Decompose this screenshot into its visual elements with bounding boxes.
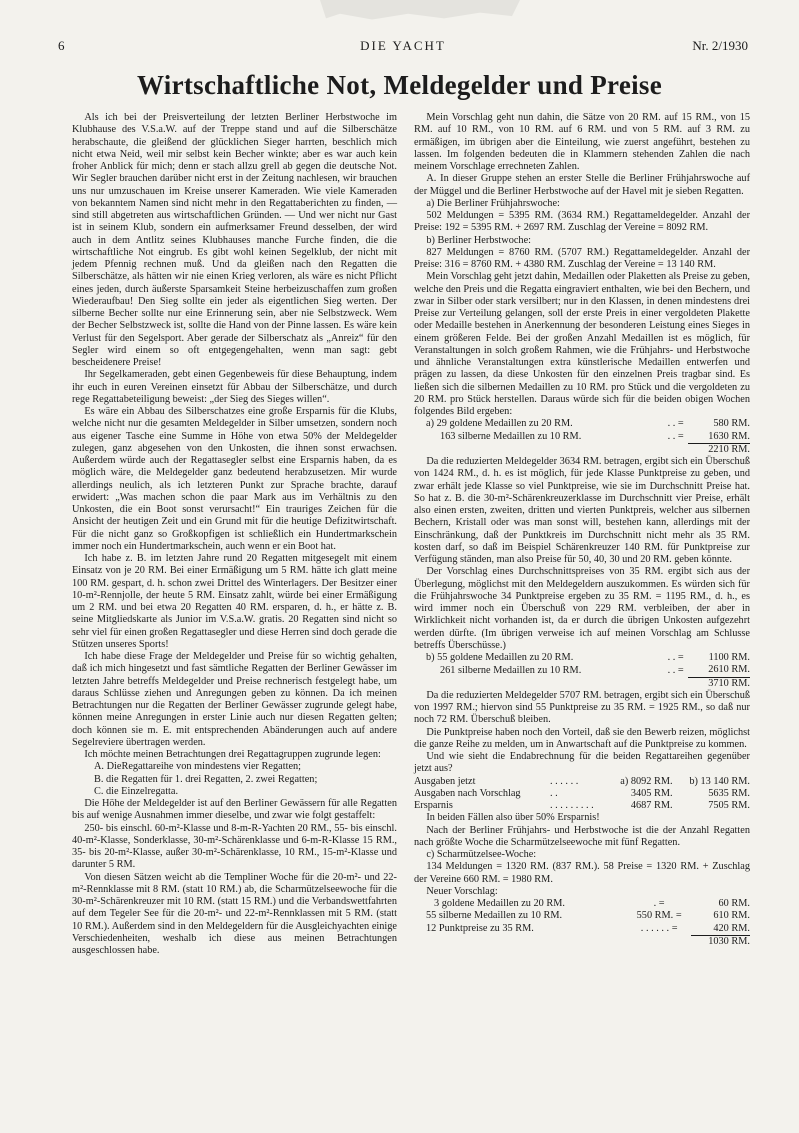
paragraph: A. In dieser Gruppe stehen an erster Stelle die Berliner Frühjahrswoche auf der Müggel und die Berliner Herbstwoche auf der Havel mit je sieben Regatten.: [414, 173, 750, 197]
table-cell: 60 RM.: [718, 898, 750, 909]
table-cell: 1630 RM.: [688, 431, 750, 444]
table-cell: 7505 RM.: [708, 800, 750, 811]
table-cell: b) 13 140 RM.: [689, 775, 750, 787]
table-cell: a) 8092 RM.: [620, 775, 673, 787]
calculation-table: [414, 418, 750, 456]
comparison-table: [414, 776, 750, 813]
table-cell: . =: [653, 898, 665, 909]
table-cell: 5635 RM.: [708, 787, 750, 799]
paragraph: Und wie sieht die Endabrechnung für die beiden Regattareihen gegenüber jetzt aus?: [414, 751, 750, 775]
list-item: A. DieRegattareihe von mindestens vier Regatten;: [94, 761, 302, 773]
table-cell: 4687 RM.: [630, 800, 673, 811]
table-cell: Ersparnis: [414, 800, 453, 811]
table-cell: 420 RM.: [691, 923, 750, 936]
article-title: Wirtschaftliche Not, Meldegelder und Preise: [136, 70, 663, 100]
table-cell: . . =: [667, 664, 684, 676]
table-cell: . . =: [667, 431, 684, 442]
table-total: 2210 RM.: [708, 443, 750, 455]
journal-name: DIE YACHT: [360, 38, 446, 53]
table-cell: 550 RM. =: [636, 910, 682, 922]
paragraph: Es wäre ein Abbau des Silberschatzes eine große Ersparnis für die Klubs, welche nicht nur die gesamten Meldegelder in Silber umsetzen, sondern noch aus eigener Tasche eine Summe in Höhe von etwa 50% der Meldegelder zulegen, ganz abgesehen von den Unkosten, die ihnen sonst erwachsen. Außerdem würde auch der Regattasegler selbst eine Ersparnis haben, da es möglich wäre, die Meldegelder ganz bedeutend herabzusetzen. Mir wurde allerdings neulich, als ich letzteren Punkt zur Sprache brachte, darauf erwidert: „Was machen schon die paar Mark aus im Verhältnis zu den Unkosten, die ein Boot sonst verursacht!“ Ein trauriges Zeichen für die Ansicht der heutigen Zeit und ein Grund mit für die heutige Defizitwirtschaft. Für die nicht ganz so Großkopfigen ist schließlich ein Hundertmarkschein immer noch ein Hundertmarkschein, auch wenn er ein Boot hat.: [72, 406, 397, 552]
paragraph: Der Vorschlag eines Durchschnittspreises von 35 RM. ergibt sich aus der Überlegung, möglichst mit den Meldegeldern auszukommen. Es würden sich für die Frühjahrswoche 34 Punktpreise ergeben zu 35 RM. = 1195 RM., d. h., es wird immer noch ein Überschuß von 229 RM. verbleiben, der aber in Wirklichkeit nicht vorhanden ist, da er durch die übrigen Unkosten aufgezehrt werden dürfte. (Im übrigen verweise ich auf meinen Vorschlag am Schlusse betreffs Überschüsse.): [414, 566, 750, 651]
subheading: b) Berliner Herbstwoche:: [426, 234, 532, 246]
table-cell: 610 RM.: [713, 910, 750, 922]
table-cell: . .: [549, 787, 558, 799]
paragraph: Da die reduzierten Meldegelder 3634 RM. betragen, ergibt sich ein Überschuß von 1424 RM., d. h. es ist möglich, für jede Klasse Punktpreise zu geben, und zwar erhält jede Klasse so viel Punktpreise, wie sie im Durchschnitt Preise hat. So hat z. B. die 30-m²-Schärenkreuzerklasse im Durchschnitt vier Preise, erhält also einen ersten, zweiten, dritten und vierten Punktpreis, welcher aus silbernen Bechern, Kristall oder was man sonst will, bestehen kann, allerdings mit der Einschränkung, daß der Punktkreis im Durchschnitt nicht mehr als 35 RM. kosten darf, so daß im Beispiel Schärenkreuzer 140 RM. für Punktpreise zur Verfügung ständen, man also Preise für 50, 40, 30 und 20 RM. geben könnte.: [414, 456, 750, 565]
paragraph: Mein Vorschlag geht jetzt dahin, Medaillen oder Plaketten als Preise zu geben, welche den Preis und die Regatta eingraviert enthalten, wie bei den Bechern, und zwar in Silber oder stark versilbert; nur in den Klassen, in denen mindestens drei Preise zur Verteilung gelangen, soll der erste Preis in einer vergoldeten Plakette oder Medaille bestehen in Anerkennung der besonderen Leistung eines Sieges in einem größeren Felde. Bei der großen Anzahl Medaillen ist es möglich, für Veranstaltungen in solch großem Rahmen, wie die Frühjahrs- und Herbstwoche und ähnliche Veranstaltungen extra künstlerische Medaillen entwerfen und prägen zu lassen, da diese Unkosten für den einzelnen Preis tragbar sind. Es ließen sich die silbernen Medaillen zu 10 RM. pro Stück und die vergoldeten zu 20 RM. pro Stück herstellen. Daraus würde sich für die beiden obigen Wochen folgendes Bild ergeben:: [414, 271, 750, 417]
page-number: 6: [58, 38, 65, 53]
table-cell: a) 29 goldene Medaillen zu 20 RM.: [426, 418, 573, 430]
calculation-table: [414, 898, 750, 948]
paragraph: Da die reduzierten Meldegelder 5707 RM. betragen, ergibt sich ein Überschuß von 1997 RM.; hiervon sind 55 Punktpreise zu 35 RM. = 1925 RM., so daß nur noch 72 RM. Überschuß bleiben.: [414, 689, 750, 726]
table-cell: 2610 RM.: [688, 664, 750, 677]
table-cell: b) 55 goldene Medaillen zu 20 RM.: [426, 652, 574, 663]
table-cell: 580 RM.: [713, 418, 750, 430]
paragraph: Mein Vorschlag geht nun dahin, die Sätze von 20 RM. auf 15 RM., von 15 RM. auf 10 RM., von 10 RM. auf 6 RM. und von 5 RM. auf 3 RM. zu ermäßigen, im übrigen aber die Einteilung, wie zuerst angeführt, bestehen zu lassen. Im folgenden bedeuten die in Klammern stehenden Zahlen die nach meinem Vorschlage errechneten Zahlen.: [414, 112, 750, 172]
paragraph: Als ich bei der Preisverteilung der letzten Berliner Herbstwoche im Klubhause des V.S.a.W. auf der Treppe stand und auf die Silberschätze herabschaute, die gleißend der glücklichen Sieger harrten, beschlich mich nicht etwa Neid, weil mir selbst kein Becher winkte; aber es war auch kein froher Anblick für mich; denn er stach allzu grell ab gegen die deutsche Not. Wir Segler brauchen darüber nicht erst in der Zeitung nachlesen, wir brauchen uns nur umzuschauen im Kreise unserer Kameraden. Wie viele Kameraden von bekanntem Namen sind nicht mehr in den Regattaberichten zu finden, — sind still abgetreten aus wirtschaftlichen Gründen. — Und wer nicht nur Gast ist in seinem Klub, sondern ein aufmerksamer Freund desselben, der wird auch in dem Antlitz seines Klubhauses manche Furche finden, die die wirtschaftliche Not eingrub. Es gibt wohl keinen Segelklub, der nicht mit jedem Pfennig rechnen muß. Und da gleißen nach den Regatten die Silberschätze, als hätten wir nie einen Krieg verloren, als wäre es nicht Pflicht eines jeden, durch äußerste Sparsamkeit Steine herbeizuschaffen zum großen Wiederaufbau! Den Sieg sollte ein jeder als eigentlichen Sieg werten. Der silberne Becher sollte nur eine Erinnerung sein, aber nie Selbstzweck. Wem der Becher Selbstzweck ist, sollte die Hand von der Pinne lassen. Es wäre kein Verlust für den Segelsport. Aber gerade der Silberschatz als „Anreiz“ für den Segler wird einem so oft entgegengehalten, wenn man sagt: gebt bescheidenere Preise!: [72, 112, 397, 368]
paragraph: 502 Meldungen = 5395 RM. (3634 RM.) Regattameldegelder. Anzahl der Preise: 192 = 5395 RM. + 2697 RM. Zuschlag der Vereine = 8092 RM.: [414, 210, 750, 234]
table-total: 1030 RM.: [708, 935, 750, 947]
paragraph: 250- bis einschl. 60-m²-Klasse und 8-m-R-Yachten 20 RM., 55- bis einschl. 40-m²-Klasse, Sonderklasse, 30-m²-Schärenklasse und 6-m-R-Klasse 15 RM., 35- bis 20-m²-Klasse, außer 30-m²-Schärenklasse, 10 RM., 15-m²-Klasse und darunter 5 RM.: [72, 822, 397, 871]
paragraph: Nach der Berliner Frühjahrs- und Herbstwoche ist die der Anzahl Regatten nach größte Woche die Scharmützelseewoche mit fünf Regatten.: [414, 824, 750, 848]
torn-page-edge: [320, 0, 520, 23]
table-cell: . . . . . . =: [640, 923, 678, 934]
table-cell: 261 silberne Medaillen zu 10 RM.: [440, 664, 582, 676]
table-cell: . . . . . . . . .: [549, 800, 594, 811]
paragraph: Die Punktpreise haben noch den Vorteil, daß sie den Bewerb reizen, möglichst die ganze Reihe zu melden, um in Anwartschaft auf die Punktpreise zu kommen.: [414, 726, 750, 750]
table-cell: 3 goldene Medaillen zu 20 RM.: [434, 898, 565, 909]
paragraph: Von diesen Sätzen weicht ab die Templiner Woche für die 20-m²- und 22-m²-Rennklasse mit 8 RM. (statt 10 RM.) ab, die Scharmützelseewoche für die 30-m²-Schärenkreuzer mit 10 RM. (statt 15 RM.) und die Verbandswettfahrten auf dem Tegeler See für die 20-m²- und 22-m²-Rennklassen mit 5 RM. (statt 10 RM.). Außerdem sind in den Meldegeldern für die Ausgleichyachten einige Verschiedenheiten, weshalb ich diese aus meinen Betrachtungen ausgeschlossen habe.: [72, 871, 397, 956]
paragraph: 827 Meldungen = 8760 RM. (5707 RM.) Regattameldegelder. Anzahl der Preise: 316 = 8760 RM. + 4380 RM. Zuschlag der Vereine = 13 140 RM.: [414, 246, 750, 270]
issue-number: Nr. 2/1930: [692, 38, 748, 53]
table-cell: Ausgaben jetzt: [414, 775, 476, 787]
paragraph: Ihr Segelkameraden, gebt einen Gegenbeweis für diese Behauptung, indem ihr euch in euren Vereinen einsetzt für Abbau der Silberschätze, und durch rege Regattabeteiligung beweist: „der Sieg des Sieges willen“.: [72, 369, 397, 405]
left-column: [72, 112, 397, 957]
subheading: Neuer Vorschlag:: [426, 885, 498, 897]
table-cell: . . =: [667, 418, 684, 430]
subheading: a) Die Berliner Frühjahrswoche:: [426, 197, 560, 209]
table-cell: 163 silberne Medaillen zu 10 RM.: [440, 431, 582, 442]
table-cell: 1100 RM.: [708, 652, 750, 663]
paragraph: Ich habe z. B. im letzten Jahre rund 20 Regatten mitgesegelt mit einem Einsatz von je 20 RM. Bei einer Ermäßigung um 5 RM. hätte ich glatt meine 100 RM. gespart, d. h. schon zwei Drittel des Winterlagers. Der Besitzer einer 10-m²-Rennjolle, der heute 5 RM. Einsatz zahlt, würde bei einer Ermäßigung um 2 RM. und bei etwa 20 Regatten 40 RM. ersparen, d. h., er hätte z. B. seine Mitgliedskarte als Junior im V.S.a.W. gratis. 20 Regatten sind nicht so sehr viel für einen großen Regattasegler und diese Herren sind doch gerade die Stützen unseres Sports!: [72, 553, 397, 650]
paragraph: Ich habe diese Frage der Meldegelder und Preise für so wichtig gehalten, daß ich mich hingesetzt und fast sämtliche Regatten der Berliner Gewässer im letzten Jahre betreffs Meldegelder und Preise rechnerisch festgelegt habe, um daraus Schlüsse ziehen und Anregungen geben zu können. Da ich meinen Betrachtungen nur die Regatten der Berliner Gewässer zugrunde gelegt habe, können meine Anregungen in erster Linie auch nur diesen Regatten gelten; doch können sie m. E. mit entsprechenden Abänderungen auch auf andere Segelreviere übertragen werden.: [72, 651, 397, 748]
right-column: [414, 112, 750, 948]
running-header: [58, 38, 748, 58]
table-cell: 12 Punktpreise zu 35 RM.: [426, 923, 534, 934]
subheading: c) Scharmützelsee-Woche:: [426, 849, 537, 860]
paragraph: 134 Meldungen = 1320 RM. (837 RM.). 58 Preise = 1320 RM. + Zuschlag der Vereine 660 RM. = 1980 RM.: [414, 861, 750, 885]
table-cell: 3405 RM.: [630, 787, 673, 799]
regatta-group-list: [72, 761, 397, 798]
table-total: 3710 RM.: [708, 677, 750, 689]
table-cell: . . =: [667, 652, 684, 663]
table-cell: . . . . . .: [549, 775, 579, 787]
list-item: B. die Regatten für 1. drei Regatten, 2. zwei Regatten;: [94, 773, 318, 785]
table-cell: Ausgaben nach Vorschlag: [414, 787, 521, 799]
paragraph: Die Höhe der Meldegelder ist auf den Berliner Gewässern für alle Regatten bis auf wenige Ausnahmen immer dieselbe, und zwar wie folgt gestaffelt:: [72, 798, 397, 822]
paragraph: Ich möchte meinen Betrachtungen drei Regattagruppen zugrunde legen:: [84, 749, 381, 760]
calculation-table: [414, 652, 750, 690]
list-item: C. die Einzelregatta.: [94, 785, 179, 797]
paragraph: In beiden Fällen also über 50% Ersparnis!: [426, 812, 600, 824]
table-cell: 55 silberne Medaillen zu 10 RM.: [426, 910, 563, 922]
